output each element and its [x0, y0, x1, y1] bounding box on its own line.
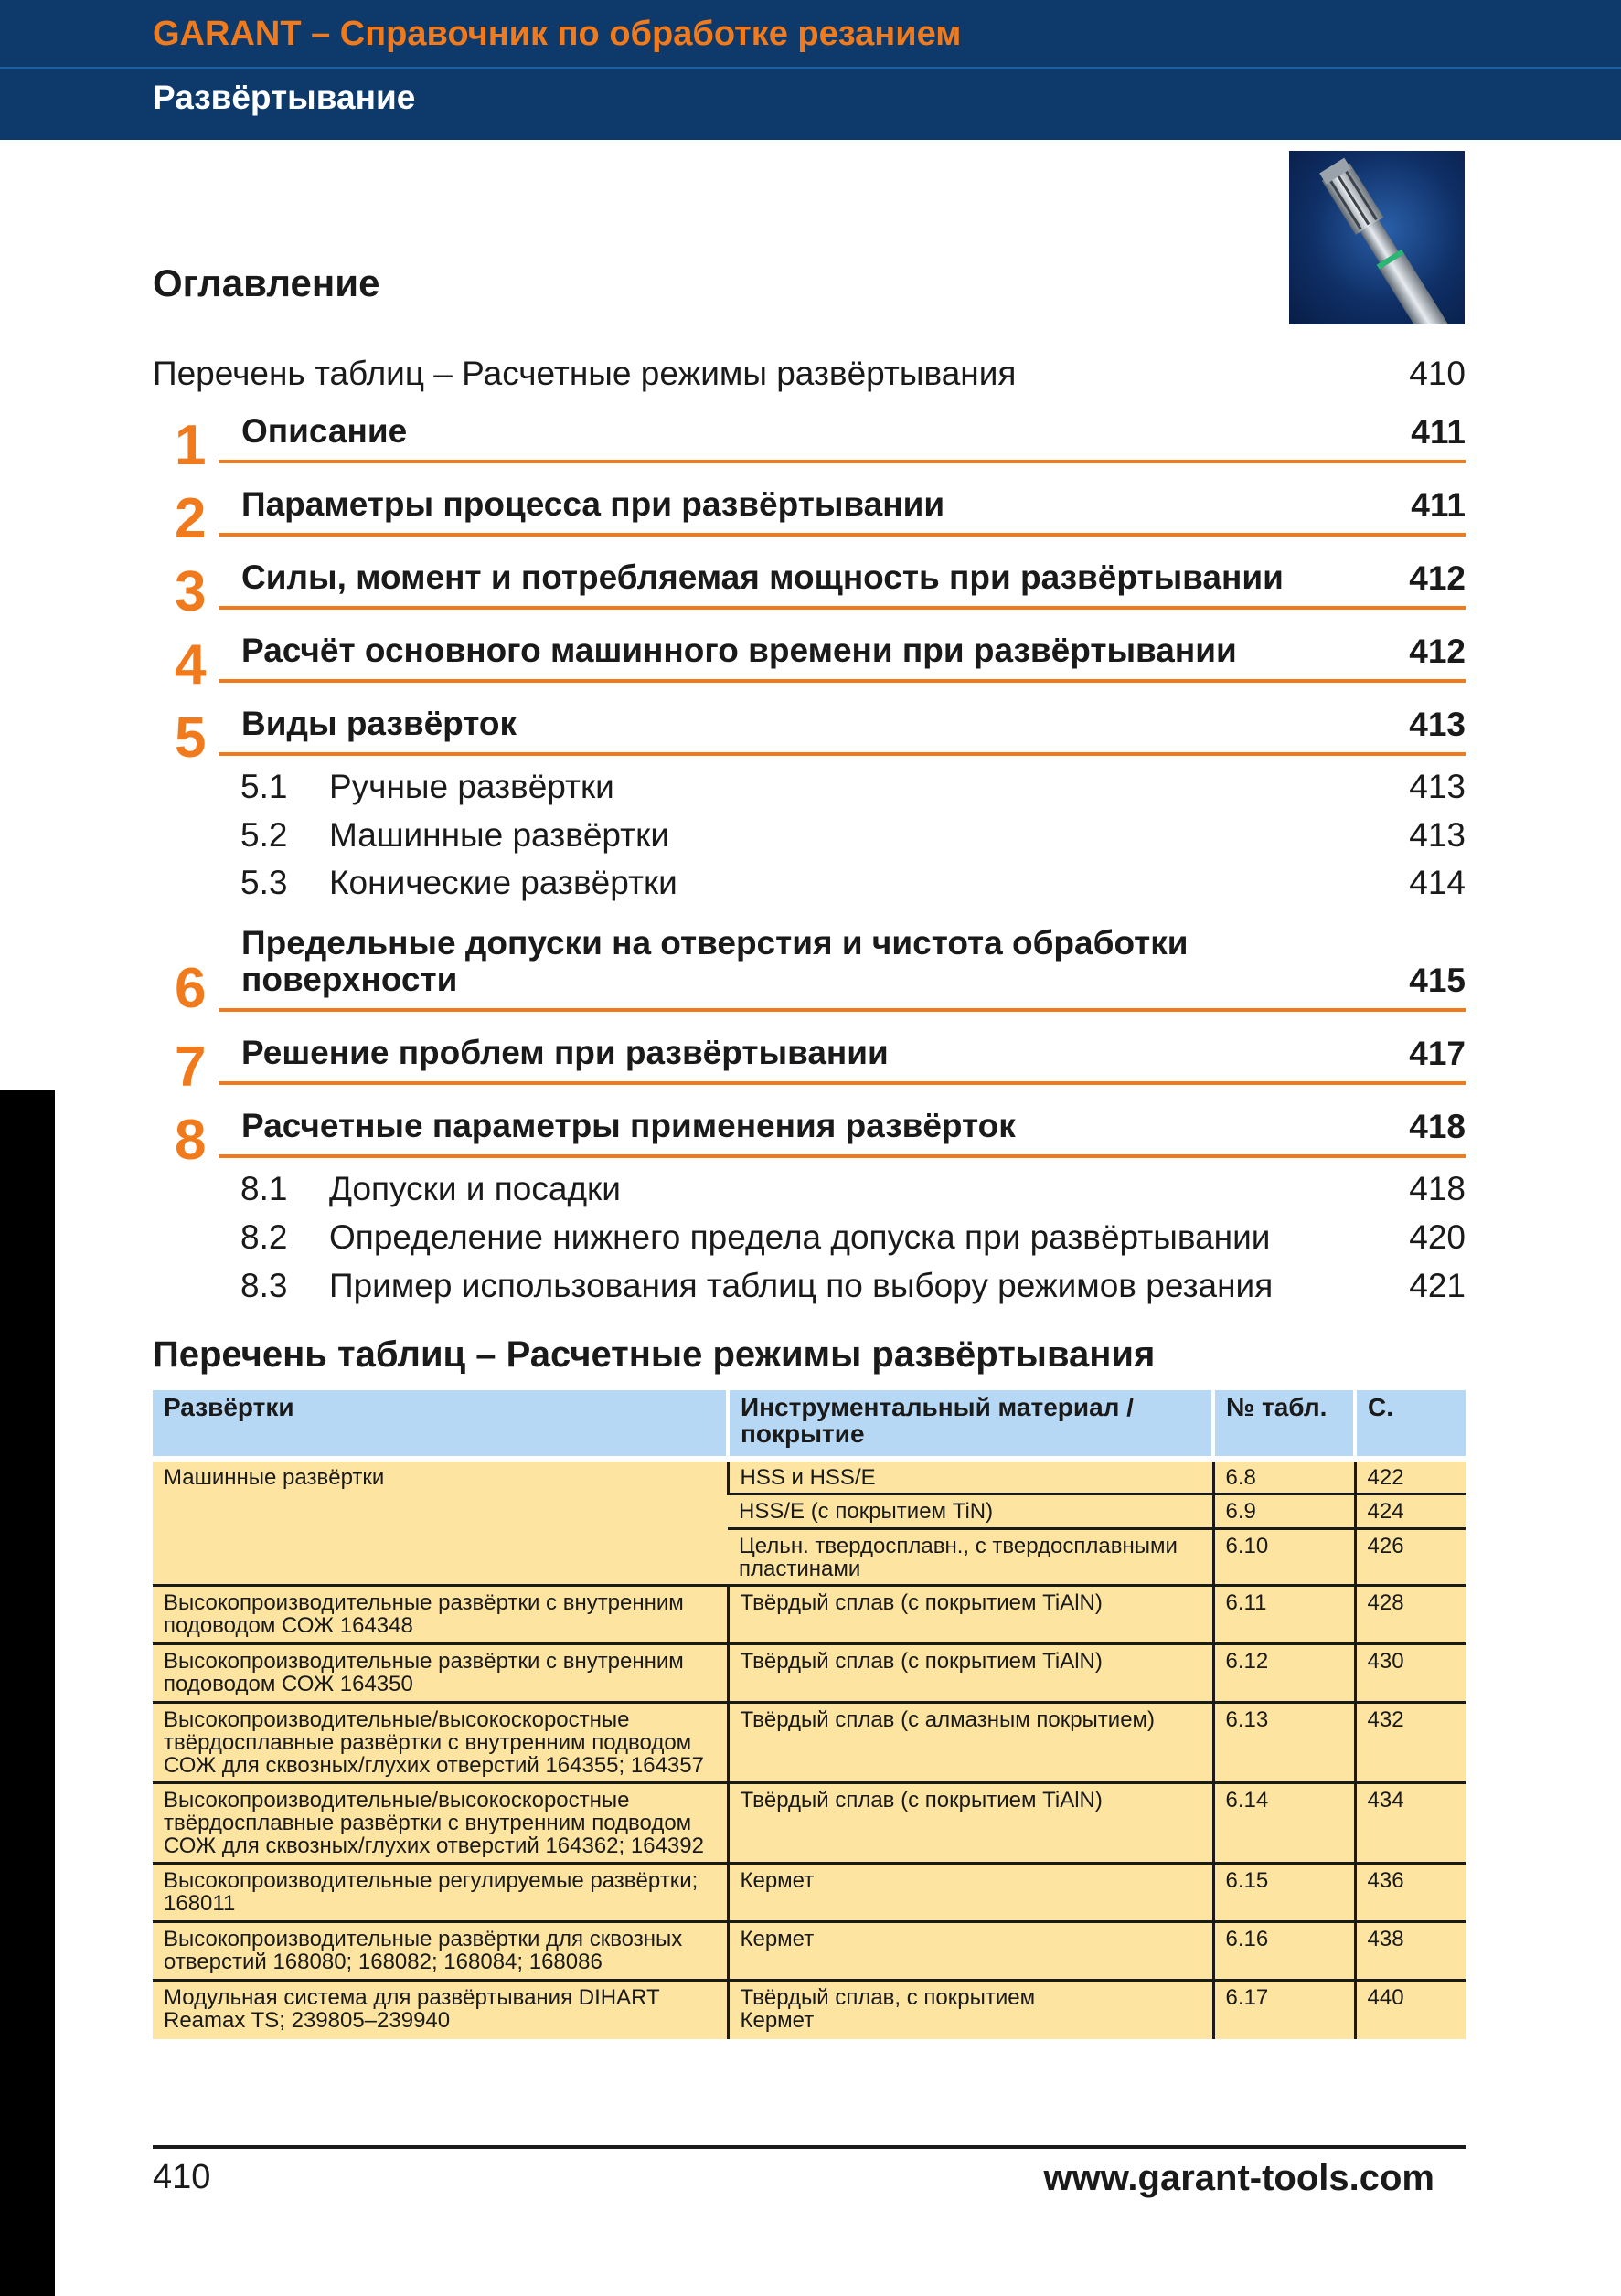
toc-chapter-1[interactable]	[153, 411, 1466, 477]
sub-page: 413	[1409, 768, 1466, 805]
toc-sub-8-3[interactable]	[240, 1267, 1466, 1307]
chapter-rule	[219, 606, 1466, 610]
material-cell: HSS и HSS/E	[728, 1459, 1213, 1494]
chapter-number: 3	[175, 560, 207, 623]
sub-title: Ручные развёртки	[329, 768, 614, 805]
chapter-rule	[219, 460, 1466, 463]
chapter-page: 411	[1411, 413, 1466, 451]
tables-heading: Перечень таблиц – Расчетные режимы развёртывания	[153, 1334, 1156, 1375]
page-cell: 424	[1355, 1494, 1466, 1529]
chapter-number: 7	[175, 1036, 207, 1099]
toc-sub-5-1[interactable]	[240, 768, 1466, 808]
sub-number: 5.1	[240, 768, 288, 805]
chapter-rule	[219, 1154, 1466, 1158]
chapter-page: 418	[1409, 1108, 1466, 1145]
sub-title: Пример использования таблиц по выбору режимов резания	[329, 1267, 1274, 1304]
page-cell: 422	[1355, 1459, 1466, 1494]
page-header	[0, 0, 1621, 140]
page-cell: 440	[1355, 1981, 1466, 2039]
sub-page: 420	[1409, 1218, 1466, 1256]
side-tab	[0, 1090, 55, 2296]
toc-chapter-7[interactable]	[153, 1033, 1466, 1099]
material-cell: Твёрдый сплав, с покрытием Кермет	[728, 1981, 1213, 2039]
reamer-cell: Высокопроизводительные/высокоскоростные твёрдосплавные развёртки с внутренним подводом СОЖ для сквозных/глухих отверстий 164362; 164392	[153, 1783, 728, 1864]
website-link[interactable]: www.garant-tools.com	[1043, 2158, 1434, 2198]
chapter-title: Предельные допуски на отверстия и чистота обработки поверхности	[241, 924, 1189, 998]
table-row[interactable]	[153, 1703, 1466, 1783]
table-no-cell: 6.9	[1213, 1494, 1355, 1529]
sub-number: 8.1	[240, 1170, 288, 1207]
chapter-title: Виды развёрток	[241, 705, 517, 742]
chapter-rule	[219, 533, 1466, 537]
chapter-rule	[219, 1081, 1466, 1085]
toc-intro-page: 410	[1409, 355, 1466, 392]
sub-number: 8.2	[240, 1218, 288, 1256]
page-cell: 434	[1355, 1783, 1466, 1864]
table-no-cell: 6.10	[1213, 1529, 1355, 1586]
toc-chapter-6[interactable]	[153, 923, 1466, 1020]
col-header-page: С.	[1355, 1390, 1466, 1459]
chapter-rule	[219, 1008, 1466, 1012]
material-cell: Твёрдый сплав (с покрытием TiAlN)	[728, 1783, 1213, 1864]
page-cell: 430	[1355, 1644, 1466, 1703]
sub-title: Определение нижнего предела допуска при развёртывании	[329, 1218, 1271, 1256]
reamer-cell: Модульная система для развёртывания DIHART Reamax TS; 239805–239940	[153, 1981, 728, 2039]
page-cell: 438	[1355, 1922, 1466, 1981]
chapter-number: 6	[175, 957, 207, 1020]
table-row[interactable]	[153, 1586, 1466, 1644]
chapter-page: 411	[1411, 486, 1466, 524]
material-cell: HSS/E (с покрытием TiN)	[728, 1494, 1213, 1529]
table-no-cell: 6.13	[1213, 1703, 1355, 1783]
chapter-title: Силы, момент и потребляемая мощность при развёртывании	[241, 558, 1284, 596]
chapter-page: 417	[1409, 1035, 1466, 1072]
table-no-cell: 6.14	[1213, 1783, 1355, 1864]
chapter-page: 415	[1409, 962, 1466, 999]
table-no-cell: 6.17	[1213, 1981, 1355, 2039]
page-cell: 436	[1355, 1864, 1466, 1922]
table-row[interactable]	[153, 1783, 1466, 1864]
toc-chapter-5[interactable]	[153, 704, 1466, 770]
table-row[interactable]	[153, 1864, 1466, 1922]
table-row[interactable]	[153, 1459, 1466, 1494]
reamer-cell: Высокопроизводительные регулируемые развёртки; 168011	[153, 1864, 728, 1922]
chapter-rule	[219, 752, 1466, 756]
toc-heading: Оглавление	[153, 261, 380, 304]
sub-number: 5.2	[240, 816, 288, 854]
page-cell: 428	[1355, 1586, 1466, 1644]
table-row[interactable]	[153, 1922, 1466, 1981]
toc-sub-5-2[interactable]	[240, 816, 1466, 856]
table-no-cell: 6.8	[1213, 1459, 1355, 1494]
chapter-number: 4	[175, 633, 207, 696]
chapter-title: Параметры процесса при развёртывании	[241, 485, 945, 523]
chapter-title: Описание	[241, 412, 408, 450]
table-no-cell: 6.15	[1213, 1864, 1355, 1922]
table-no-cell: 6.12	[1213, 1644, 1355, 1703]
toc-chapter-2[interactable]	[153, 484, 1466, 550]
toc-chapter-8[interactable]	[153, 1106, 1466, 1172]
chapter-page: 412	[1409, 632, 1466, 670]
reamer-cell: Высокопроизводительные/высокоскоростные твёрдосплавные развёртки с внутренним подводом СОЖ для сквозных/глухих отверстий 164355; 164357	[153, 1703, 728, 1783]
chapter-title: Расчетные параметры применения развёрток	[241, 1107, 1016, 1144]
sub-page: 414	[1409, 864, 1466, 901]
sub-number: 5.3	[240, 864, 288, 901]
sub-title: Допуски и посадки	[329, 1170, 621, 1207]
table-row[interactable]	[153, 1981, 1466, 2039]
chapter-title: Решение проблем при развёртывании	[241, 1034, 889, 1071]
footer-rule	[153, 2145, 1466, 2149]
table-header-row	[153, 1390, 1466, 1459]
toc-sub-8-1[interactable]	[240, 1170, 1466, 1210]
sub-page: 418	[1409, 1170, 1466, 1207]
col-header-reamers: Развёртки	[153, 1390, 728, 1459]
toc-sub-5-3[interactable]	[240, 864, 1466, 904]
table-no-cell: 6.11	[1213, 1586, 1355, 1644]
header-title: GARANT – Справочник по обработке резанием	[153, 15, 962, 53]
chapter-number: 8	[175, 1109, 207, 1172]
table-no-cell: 6.16	[1213, 1922, 1355, 1981]
reamer-cell: Машинные развёртки	[153, 1459, 728, 1586]
reamer-cell: Высокопроизводительные развёртки с внутренним подоводом СОЖ 164350	[153, 1644, 728, 1703]
reamer-photo	[1289, 151, 1465, 324]
sub-title: Машинные развёртки	[329, 816, 669, 854]
chapter-page: 413	[1409, 706, 1466, 743]
table-row[interactable]	[153, 1644, 1466, 1703]
toc-intro-title: Перечень таблиц – Расчетные режимы развёртывания	[153, 355, 1017, 392]
material-cell: Твёрдый сплав (с покрытием TiAlN)	[728, 1644, 1213, 1703]
chapter-number: 1	[175, 414, 207, 477]
material-cell: Цельн. твердосплавн., с твердосплавными пластинами	[728, 1529, 1213, 1586]
reamer-cell: Высокопроизводительные развёртки для сквозных отверстий 168080; 168082; 168084; 168086	[153, 1922, 728, 1981]
reamer-cell: Высокопроизводительные развёртки с внутренним подоводом СОЖ 164348	[153, 1586, 728, 1644]
page-cell: 432	[1355, 1703, 1466, 1783]
sub-number: 8.3	[240, 1267, 288, 1304]
col-header-material: Инструментальный материал / покрытие	[728, 1390, 1213, 1459]
chapter-number: 5	[175, 707, 207, 770]
header-subtitle: Развёртывание	[153, 79, 416, 116]
chapter-number: 2	[175, 487, 207, 550]
toc-chapter-3[interactable]	[153, 558, 1466, 623]
sub-title: Конические развёртки	[329, 864, 677, 901]
page-cell: 426	[1355, 1529, 1466, 1586]
chapter-title: Расчёт основного машинного времени при развёртывании	[241, 632, 1237, 669]
toc-chapter-4[interactable]	[153, 631, 1466, 696]
col-header-table-no: № табл.	[1213, 1390, 1355, 1459]
material-cell: Твёрдый сплав (с покрытием TiAlN)	[728, 1586, 1213, 1644]
material-cell: Твёрдый сплав (с алмазным покрытием)	[728, 1703, 1213, 1783]
sub-page: 413	[1409, 816, 1466, 854]
reaming-tables-list	[153, 1390, 1466, 2039]
material-cell: Кермет	[728, 1922, 1213, 1981]
sub-page: 421	[1409, 1267, 1466, 1304]
page-number: 410	[153, 2158, 211, 2196]
chapter-rule	[219, 679, 1466, 683]
toc-sub-8-2[interactable]	[240, 1218, 1466, 1259]
chapter-page: 412	[1409, 559, 1466, 597]
material-cell: Кермет	[728, 1864, 1213, 1922]
